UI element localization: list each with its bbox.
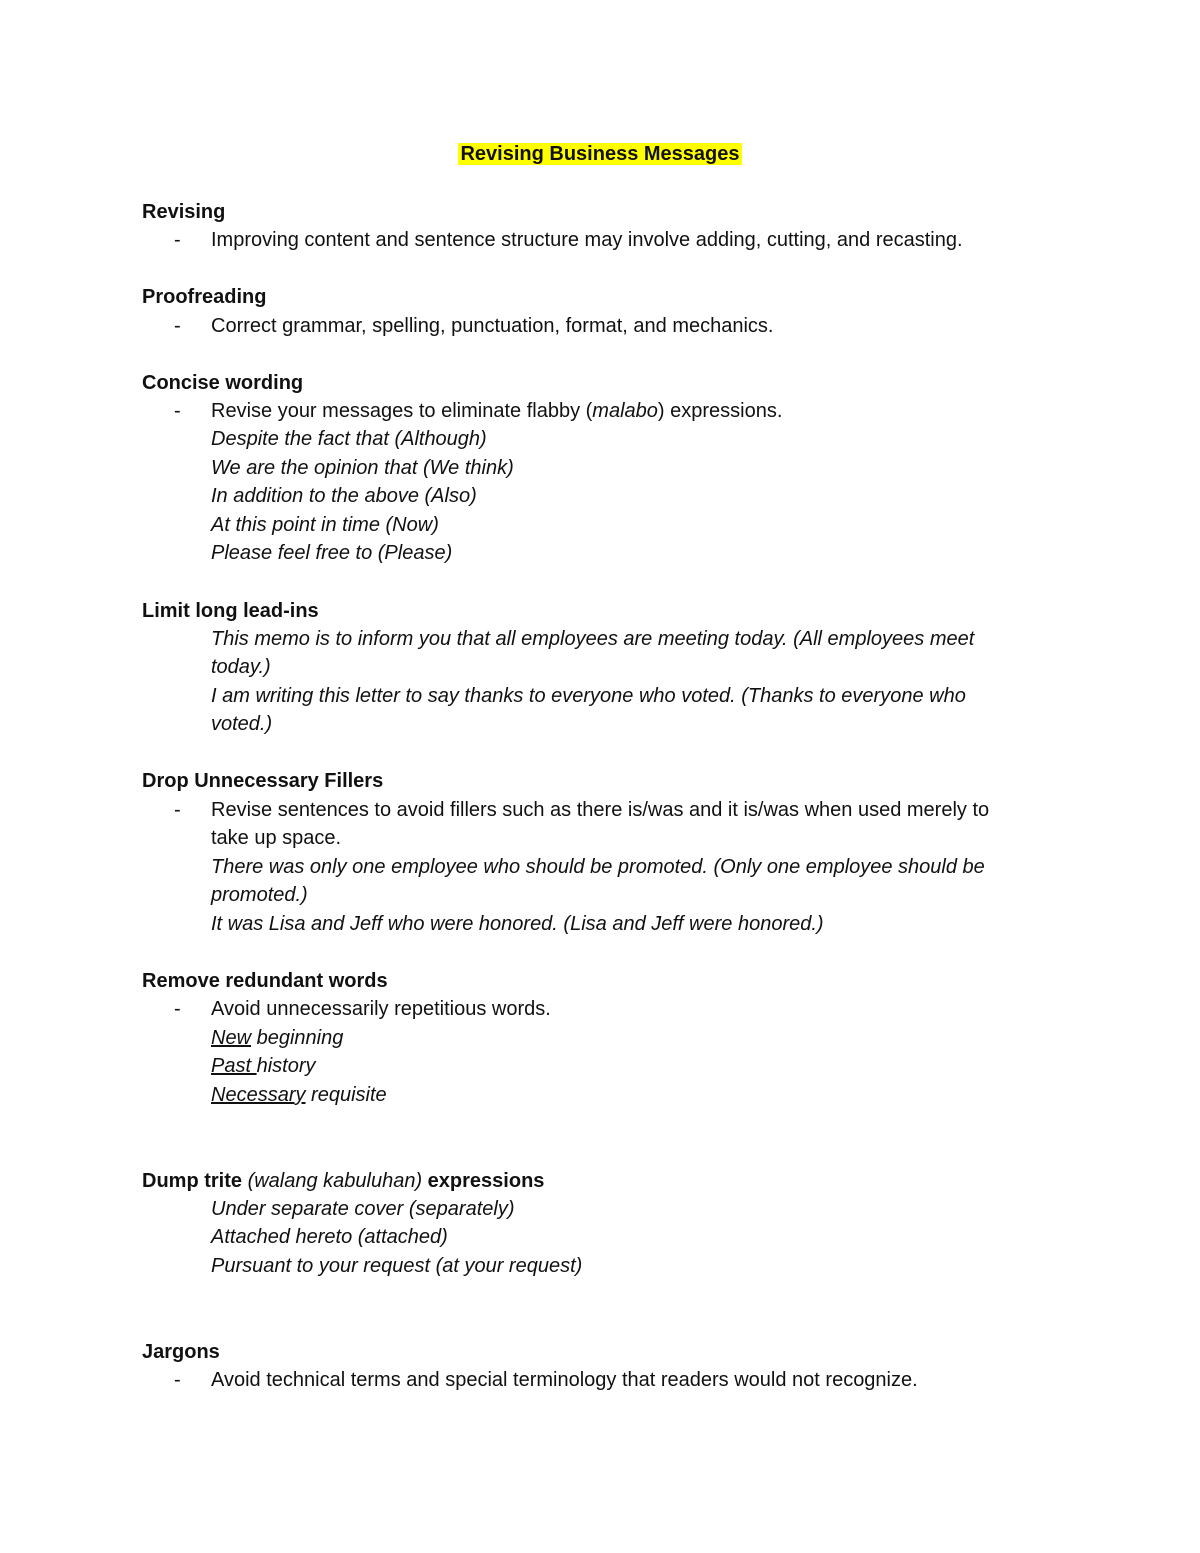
- heading-dump-trite: Dump trite (walang kabuluhan) expressions: [142, 1170, 545, 1192]
- jargons-point: Avoid technical terms and special terminology that readers would not recognize.: [211, 1369, 918, 1391]
- fillers-point: take up space.: [211, 827, 342, 849]
- leadin-example: I am writing this letter to say thanks to everyone who voted. (Thanks to everyone who: [211, 685, 966, 707]
- heading-concise-wording: Concise wording: [142, 372, 304, 394]
- heading-jargons: Jargons: [142, 1341, 220, 1363]
- trite-example: Under separate cover (separately): [211, 1198, 515, 1220]
- concise-point: Revise your messages to eliminate flabby (malabo) expressions.: [211, 400, 783, 422]
- concise-example: In addition to the above (Also): [211, 485, 477, 507]
- bullet-dash: -: [174, 400, 181, 422]
- bullet-dash: -: [174, 998, 181, 1020]
- concise-example: Despite the fact that (Although): [211, 428, 487, 450]
- concise-example: At this point in time (Now): [211, 514, 439, 536]
- bullet-dash: -: [174, 315, 181, 337]
- heading-drop-fillers: Drop Unnecessary Fillers: [142, 770, 384, 792]
- concise-example: We are the opinion that (We think): [211, 457, 514, 479]
- bullet-dash: -: [174, 229, 181, 251]
- redundant-example: Past history: [211, 1055, 316, 1077]
- leadin-example: This memo is to inform you that all employees are meeting today. (All employees meet: [211, 628, 975, 650]
- bullet-dash: -: [174, 1369, 181, 1391]
- document-title: Revising Business Messages: [460, 143, 740, 165]
- revising-point: Improving content and sentence structure may involve adding, cutting, and recasting.: [211, 229, 963, 251]
- heading-limit-lead-ins: Limit long lead-ins: [142, 600, 319, 622]
- redundant-example: New beginning: [211, 1027, 344, 1049]
- heading-revising: Revising: [142, 201, 226, 223]
- fillers-example: It was Lisa and Jeff who were honored. (Lisa and Jeff were honored.): [211, 913, 824, 935]
- leadin-example: today.): [211, 656, 271, 678]
- heading-proofreading: Proofreading: [142, 286, 267, 308]
- concise-example: Please feel free to (Please): [211, 542, 453, 564]
- fillers-point: Revise sentences to avoid fillers such as there is/was and it is/was when used merely to: [211, 799, 990, 821]
- fillers-example: There was only one employee who should be promoted. (Only one employee should be: [211, 856, 985, 878]
- fillers-example: promoted.): [211, 884, 308, 906]
- heading-remove-redundant: Remove redundant words: [142, 970, 388, 992]
- trite-example: Attached hereto (attached): [211, 1226, 448, 1248]
- redundant-point: Avoid unnecessarily repetitious words.: [211, 998, 551, 1020]
- trite-example: Pursuant to your request (at your request): [211, 1255, 583, 1277]
- proofreading-point: Correct grammar, spelling, punctuation, format, and mechanics.: [211, 315, 774, 337]
- redundant-example: Necessary requisite: [211, 1084, 387, 1106]
- leadin-example: voted.): [211, 713, 273, 735]
- bullet-dash: -: [174, 799, 181, 821]
